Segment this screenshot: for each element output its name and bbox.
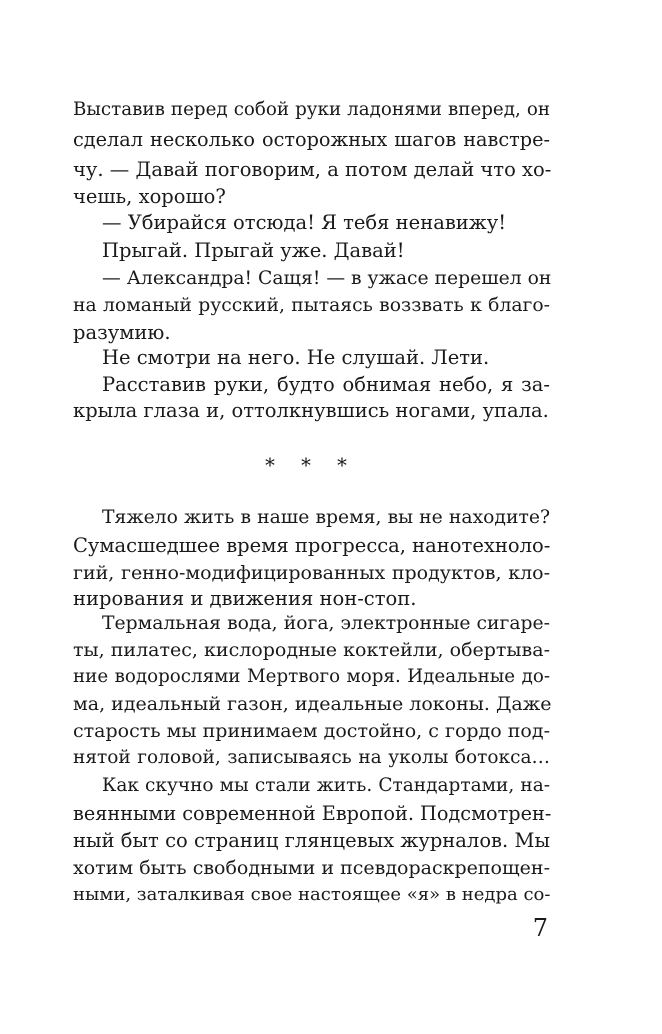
- text-line: нирования и движения нон-стоп.: [73, 587, 417, 610]
- text-line: разумию.: [73, 321, 171, 344]
- text-line: — Александра! Сащя! — в ужасе перешел он: [102, 268, 552, 289]
- text-line: ными, заталкивая свое настоящее «я» в недра со-: [73, 884, 551, 905]
- text-line: старость мы принимаем достойно, с гордо под-: [73, 720, 550, 742]
- text-line: чу. — Давай поговорим, а потом делай что хо-: [73, 158, 552, 181]
- text-line: крыла глаза и, оттолкнувшись ногами, упала.: [73, 399, 549, 422]
- text-line: ма, идеальный газон, идеальные локоны. Даже: [73, 693, 552, 715]
- text-line: хотим быть свободными и псевдораскрепощен-: [73, 857, 550, 879]
- text-line: ние водорослями Мертвого моря. Идеальные до-: [73, 666, 550, 687]
- text-line: сделал несколько осторожных шагов навстре-: [73, 128, 550, 151]
- section-separator: * * *: [265, 454, 357, 477]
- text-line: Как скучно мы стали жить. Стандартами, на-: [102, 775, 550, 796]
- page-number: 7: [532, 914, 548, 942]
- text-line: Прыгай. Прыгай уже. Давай!: [102, 239, 405, 262]
- text-line: на ломаный русский, пытаясь воззвать к благо-: [73, 295, 550, 316]
- text-line: Выставив перед собой руки ладонями вперед, он: [73, 99, 550, 120]
- text-line: веянными современной Европой. Подсмотрен-: [73, 802, 552, 825]
- text-line: нятой головой, записываясь на уколы ботокса…: [73, 747, 550, 768]
- text-line: Сумасшедшее время прогресса, нанотехноло-: [73, 534, 551, 557]
- text-line: ты, пилатес, кислородные коктейли, обертыва-: [73, 639, 550, 661]
- text-line: Термальная вода, йога, электронные сигаре-: [102, 613, 550, 634]
- text-line: гий, генно-модифицированных продуктов, кло-: [73, 562, 550, 584]
- text-line: ный быт со страниц глянцевых журналов. Мы: [73, 829, 550, 852]
- text-line: Расставив руки, будто обнимая небо, я за-: [102, 373, 550, 396]
- text-line: Не смотри на него. Не слушай. Лети.: [102, 346, 490, 369]
- text-line: чешь, хорошо?: [73, 185, 226, 208]
- text-line: Тяжело жить в наше время, вы не находите?: [102, 507, 550, 528]
- text-line: — Убирайся отсюда! Я тебя ненавижу!: [102, 211, 507, 234]
